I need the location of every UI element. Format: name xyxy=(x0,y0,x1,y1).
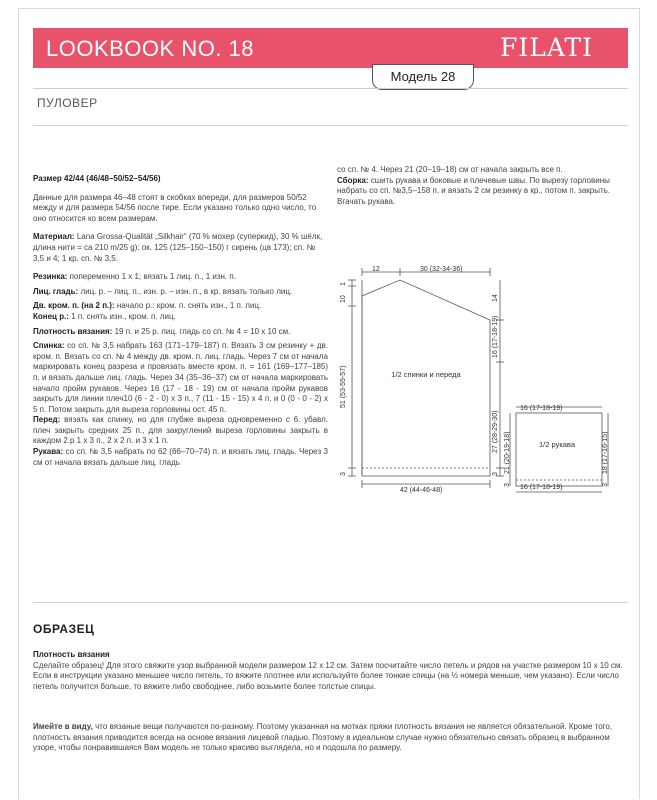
dim-top-left: 12 xyxy=(372,266,380,273)
note-text: что вязаные вещи получаются по-разному. Поэтому указанная на мотках пряжи плотность вязания не является обязательной. Кроме того, плотность вязания приводится всегда на основе вязания лицевой гладью. Поэтому в идеальном случае нужно обязательно связать образец в выбранном узоре, чтобы понравившаяся Вам модель не только красиво выглядела, но и подошла по размеру. xyxy=(33,722,613,753)
sleeve-label: 1/2 рукава xyxy=(538,440,576,449)
sleeve-top-dim: 16 (17-18-19) xyxy=(520,405,563,412)
schematic-lines xyxy=(340,258,640,498)
edge-label: Дв. кром. п. (на 2 п.): xyxy=(33,301,115,311)
edge-paragraph xyxy=(33,301,328,312)
row-end-paragraph xyxy=(33,312,328,323)
sleeve-label: Рукава: xyxy=(33,447,64,457)
divider xyxy=(33,602,628,603)
gauge-paragraph xyxy=(33,327,328,338)
product-title: ПУЛОВЕР xyxy=(37,96,98,110)
edge-text: начало р.: кром. п. снять изн., 1 п. лиц. xyxy=(116,301,262,311)
material-label: Материал: xyxy=(33,232,75,242)
instructions-right-column xyxy=(337,165,630,207)
back-paragraph xyxy=(33,341,328,415)
dim-left-small-2: 10 xyxy=(340,295,347,303)
dim-left-tall: 51 (53-55-57) xyxy=(340,365,347,408)
sleeve-right-small-dim: 3 xyxy=(602,483,609,487)
gauge-heading: Плотность вязания xyxy=(33,650,110,659)
dim-right-side: 27 (28-29-30) xyxy=(492,410,499,453)
note-section xyxy=(33,722,628,754)
sleeve-bottom-dim: 16 (17-18-19) xyxy=(520,484,563,491)
sleeve-right-dim: 18 (17-16-15) xyxy=(602,431,609,474)
front-text: вязать как спинку, но для глубже выреза одновременно с 6. убавл. плеч закрыть средних 25 п., для закруглений выреза горловины закрыть в каждом 2.р 1 х 3 п., 2 х 2 п. и 3 х 1 п. xyxy=(33,415,328,446)
divider xyxy=(33,125,628,126)
rib-text: попеременно 1 х 1; вязать 1 лиц. п., 1 изн. п. xyxy=(69,272,236,282)
stockinette-paragraph xyxy=(33,287,328,298)
gauge-text: 19 п. и 25 р. лиц. гладь со сп. № 4 = 10 х 10 см. xyxy=(114,326,291,336)
divider xyxy=(33,88,628,89)
gauge-body: Сделайте образец! Для этого свяжите узор выбранной модели размером 12 х 12 см. Затем посчитайте число петель и рядов на участке размером 10 х 10 см. Если в инструкции указано меньшее число петель, то вяжите плотнее или используйте более тонкие спицы (на ½ номера меньше, чем указано). Если число петель получится больше, то вяжите либо свободнее, либо возьмите более толстые спицы. xyxy=(33,660,623,691)
assembly-text: сшить рукава и боковые и плечевые швы. По вырезу горловины набрать со сп. №3,5–158 п. и вязать 2 см резинку в кр., потом п. закрыть. Вгачать рукава. xyxy=(337,175,611,206)
size-note: Данные для размера 46–48 стоят в скобках впереди, для размеров 50/52 между и для размера 54/56 после тире. Если указано только одно число, то оно относится ко всем размерам. xyxy=(33,192,317,223)
dim-top-right: 30 (32-34-36) xyxy=(420,266,463,273)
model-tab: Модель 28 xyxy=(372,64,474,90)
back-label: Спинка: xyxy=(33,341,65,351)
back-text: со сп. № 3,5 набрать 163 (171–179–187) п. Вязать 3 см резинку + дв. кром. п. Вязать со сп. № 4 между дв. кром. п. лиц. гладь. Через 7 см от начала маркировать конец разреза и провязать вместе кром. п. = 161 (169–177–185) п. и вязать дальше лиц. гладь. Через 34 (35–36–37) см от начала маркировать начало пройм рукавов. Через 16 (17 - 18 - 19) см от начала пройм рукавов закрыть для линии плеч10 (6 - 2 - 0) х 3 п., 7 (11 - 15 - 15) х 4 п. и 0 (0 - 0 - 2) х 5 п. Потом закрыть для выреза горловины ост. 45 п. xyxy=(33,341,328,414)
body-label: 1/2 спинки и переда xyxy=(391,370,461,379)
assembly-label: Сборка: xyxy=(337,175,369,185)
dim-left-small-1: 1 xyxy=(340,282,347,286)
sleeve-left-dim: 21 (20-19-18) xyxy=(504,431,511,474)
dim-left-bottom: 3 xyxy=(340,472,347,476)
material-text: Lana Grossa-Qualität „Silkhair“ (70 % мохер (суперкид), 30 % шёлк, длина нити = ca 210 m/25 g): ок. 125 (125–150–150) г сирень (цв 173); сп. № 3,5 и 4; 1 кр. сп. № 3,5. xyxy=(33,232,323,263)
brand-logo: FILATI xyxy=(500,33,594,62)
instructions-left-column xyxy=(33,174,328,468)
size-label: Размер 42/44 (46/48–50/52–54/56) xyxy=(33,174,161,183)
rib-paragraph xyxy=(33,272,328,283)
sleeve-paragraph xyxy=(33,447,328,468)
dim-right-shoulder: 14 xyxy=(492,294,499,302)
gauge-section xyxy=(33,650,628,692)
assembly-paragraph xyxy=(337,176,630,208)
sample-title: ОБРАЗЕЦ xyxy=(33,622,95,636)
row-end-text: 1 п. снять изн., кром. п. лиц. xyxy=(71,311,176,321)
material-paragraph xyxy=(33,232,328,264)
front-paragraph xyxy=(33,415,328,447)
note-paragraph xyxy=(33,722,628,754)
lookbook-title: LOOKBOOK NO. 18 xyxy=(46,36,255,61)
dim-bottom-width: 42 (44-46-48) xyxy=(400,487,443,494)
row-end-label: Конец р.: xyxy=(33,311,69,321)
note-label: Имейте в виду, xyxy=(33,722,93,731)
front-label: Перед: xyxy=(33,415,61,425)
sleeve-left-small-dim: 3 xyxy=(504,483,511,487)
stockinette-label: Лиц. гладь: xyxy=(33,286,79,296)
dim-right-bottom: 3 xyxy=(492,472,499,476)
sleeve-text: со сп. № 3,5 набрать по 62 (66–70–74) п. и вязать лиц. гладь. Через 3 см от начала вязать дальше лиц. гладь xyxy=(33,447,328,467)
stockinette-text: лиц. р. – лиц. п., изн. р. – изн. п., в кр. вязать только лиц. xyxy=(80,286,293,296)
gauge-label: Плотность вязания: xyxy=(33,326,113,336)
rib-label: Резинка: xyxy=(33,272,68,282)
sleeve-continuation: со сп. № 4. Через 21 (20–19–18) см от начала закрыть все п. xyxy=(337,165,563,174)
dim-right-armhole: 16 (17-18-19) xyxy=(492,315,499,358)
knitting-schematic xyxy=(340,258,640,498)
